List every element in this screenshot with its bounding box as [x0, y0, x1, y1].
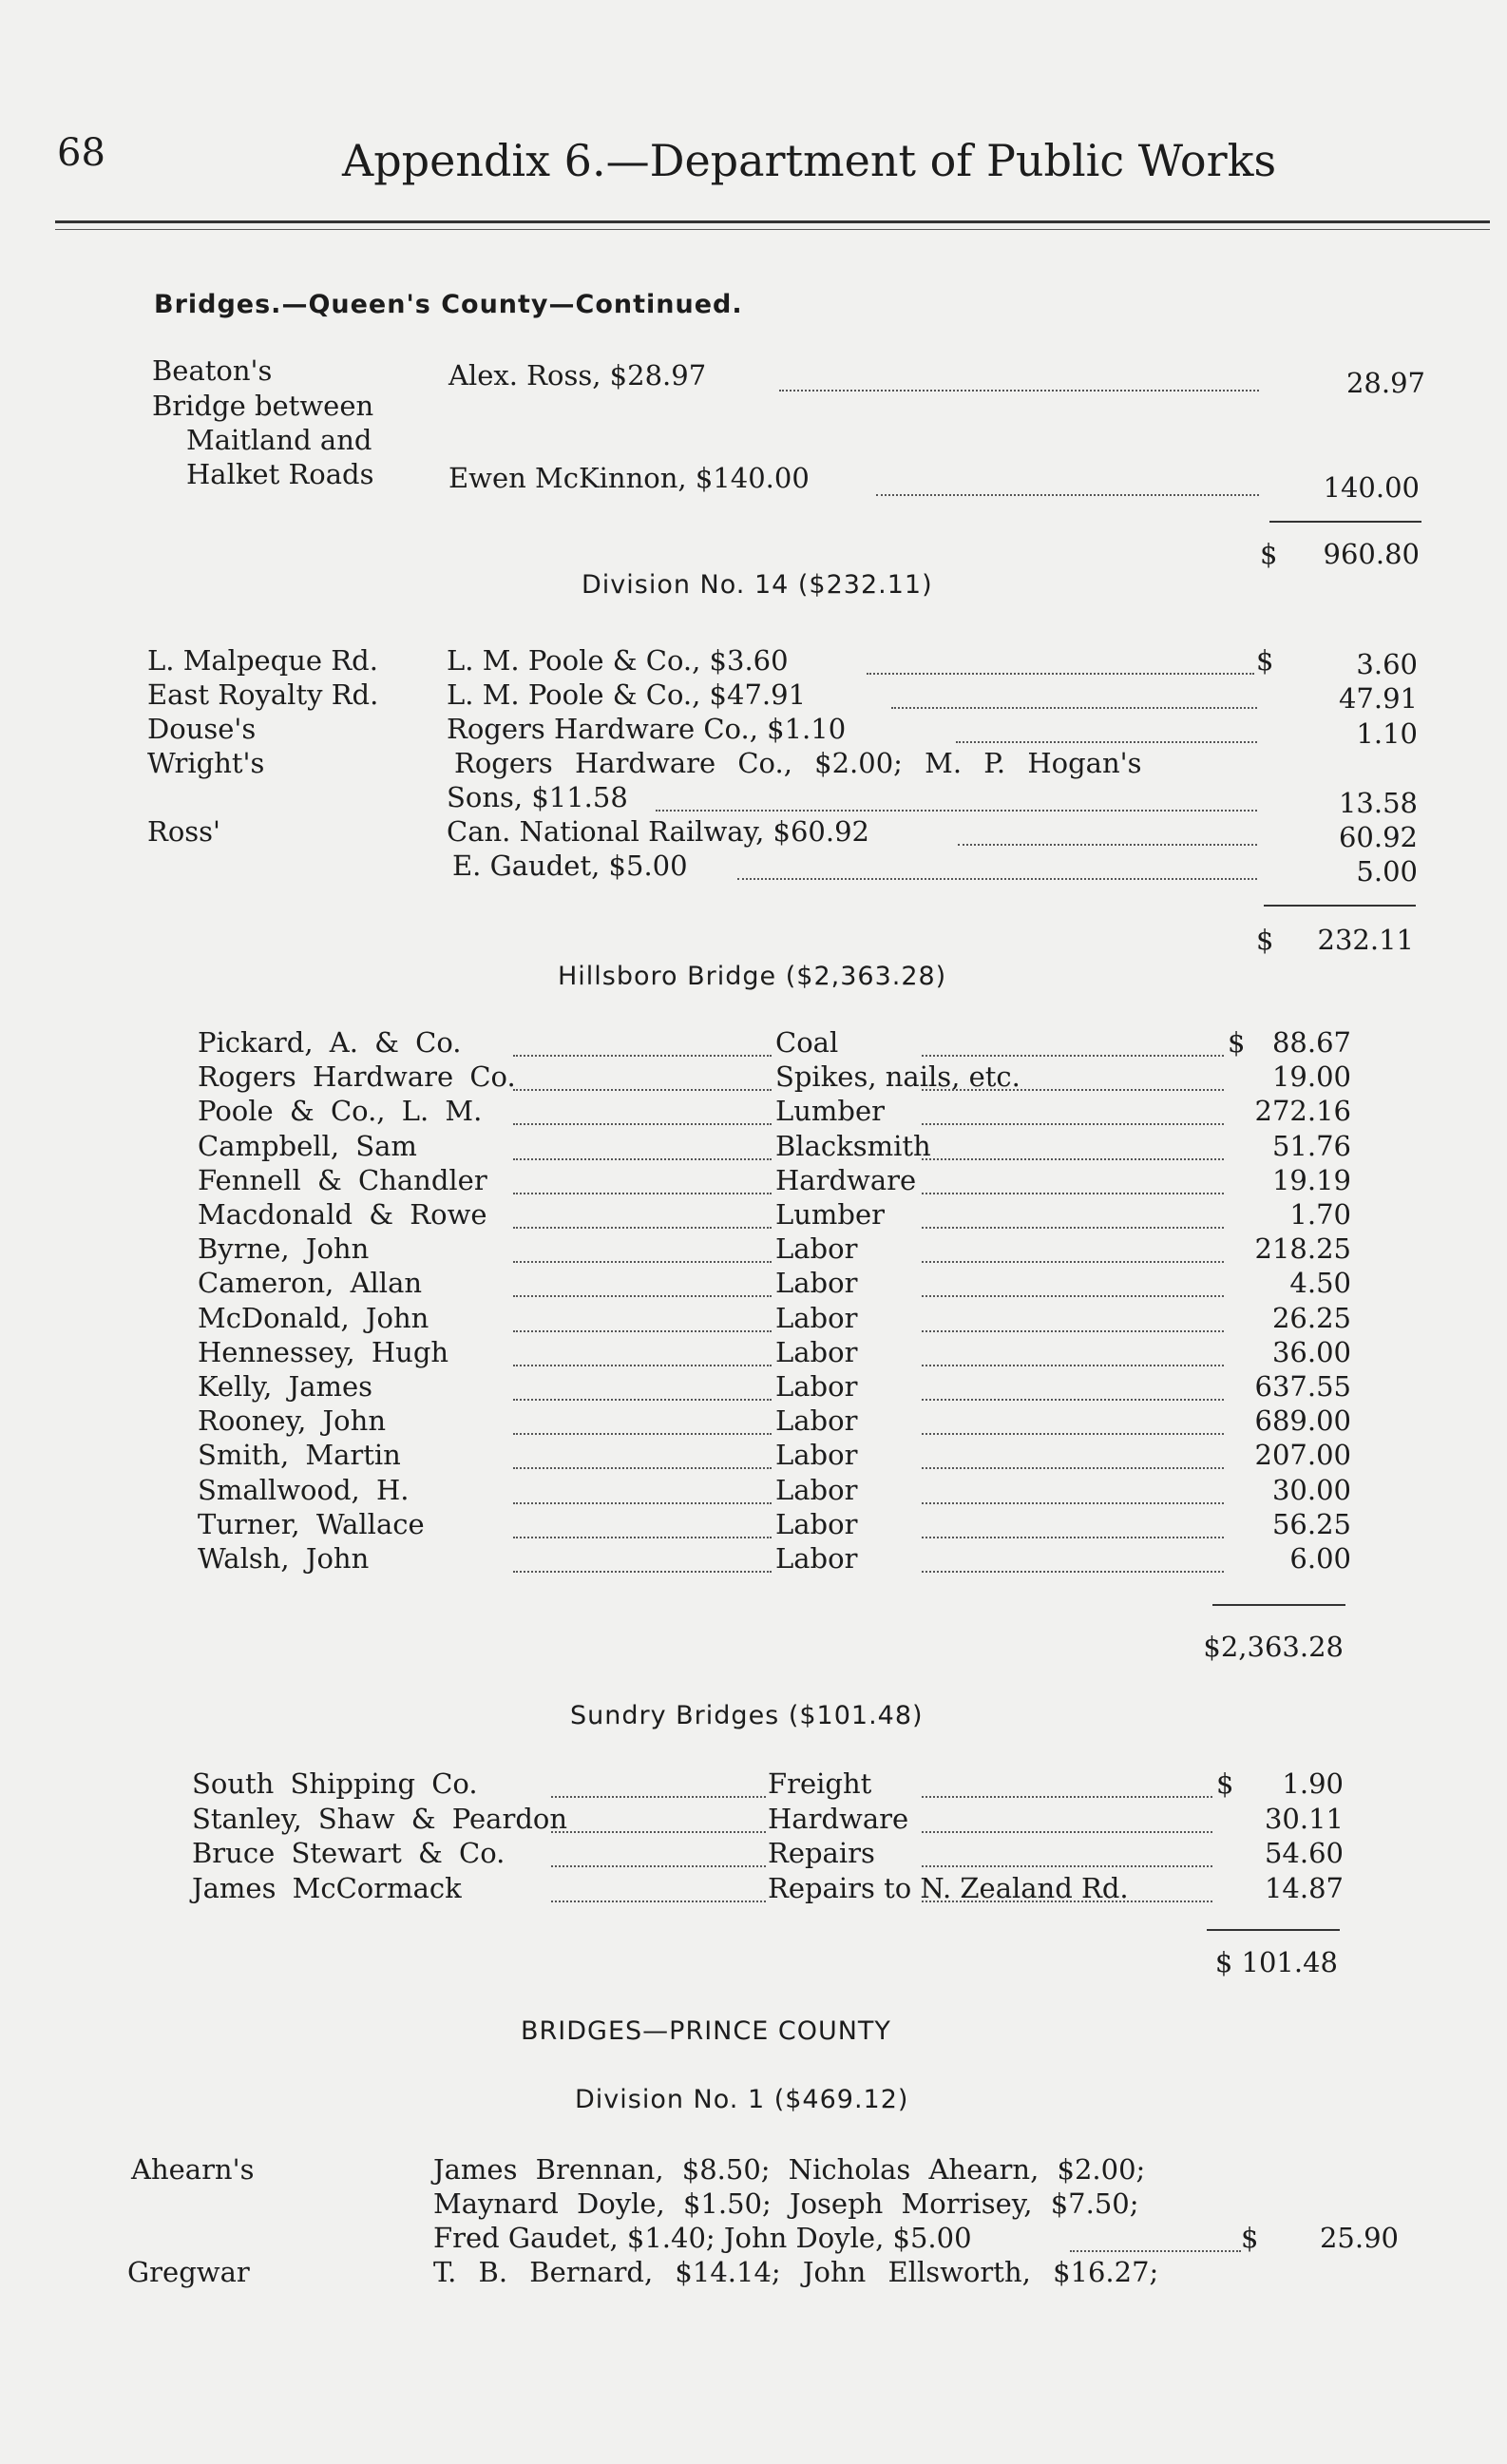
- leader-dots: [513, 1467, 772, 1469]
- leader-dots: [922, 1537, 1224, 1538]
- row-item: Freight: [768, 1767, 872, 1800]
- leader-dots: [551, 1865, 766, 1867]
- row-amount: 56.25: [1271, 1507, 1351, 1540]
- leader-dots: [551, 1831, 766, 1833]
- leader-dots: [513, 1055, 772, 1057]
- div14-loc: Ross': [147, 815, 221, 848]
- leader-dots: [922, 1193, 1224, 1194]
- leader-dots: [922, 1901, 1212, 1902]
- amount-beaton: 28.97: [1345, 367, 1425, 399]
- row-name: Macdonald & Rowe: [198, 1198, 487, 1231]
- row-name: Stanley, Shaw & Peardon: [192, 1802, 568, 1835]
- div14-text: E. Gaudet, $5.00: [452, 850, 688, 882]
- row-name: Poole & Co., L. M.: [198, 1095, 483, 1128]
- section-heading-hillsboro: Hillsboro Bridge ($2,363.28): [558, 962, 947, 991]
- total-rule: [1269, 521, 1421, 523]
- row-amount: 88.67: [1271, 1026, 1351, 1059]
- page-title: Appendix 6.—Department of Public Works: [342, 135, 1277, 186]
- row-item: Hardware: [775, 1163, 917, 1196]
- row-name: James McCormack: [192, 1871, 462, 1904]
- div14-text: Rogers Hardware Co., $1.10: [447, 713, 847, 745]
- row-amount: 218.25: [1254, 1232, 1351, 1266]
- section-heading-prince-county: BRIDGES—PRINCE COUNTY: [521, 2016, 891, 2046]
- row-item: Labor: [775, 1473, 858, 1506]
- row-sign: $: [1228, 1026, 1246, 1059]
- amount-ahearn: 25.90: [1319, 2222, 1399, 2254]
- row-amount: 51.76: [1271, 1129, 1351, 1162]
- leader-dots: [922, 1330, 1224, 1332]
- div14-loc: Wright's: [147, 747, 265, 779]
- leader-dots: [922, 1571, 1224, 1573]
- total-sundry: $ 101.48: [1214, 1946, 1338, 1978]
- row-amount: 207.00: [1254, 1439, 1351, 1472]
- total-division-14: 232.11: [1317, 924, 1414, 956]
- leader-dots: [922, 1865, 1212, 1867]
- row-item: Labor: [775, 1267, 858, 1300]
- row-item: Labor: [775, 1507, 858, 1540]
- row-name: Rooney, John: [198, 1404, 387, 1438]
- leader-dots: [513, 1295, 772, 1297]
- leader-dots: [922, 1055, 1224, 1057]
- leader-dots: [1070, 2250, 1241, 2252]
- total-sign: $: [1260, 538, 1278, 570]
- row-name: Fennell & Chandler: [198, 1163, 487, 1196]
- leader-dots: [737, 878, 1257, 880]
- div14-amount: 13.58: [1338, 787, 1418, 819]
- div14-amount: 3.60: [1356, 648, 1418, 680]
- leader-dots: [958, 844, 1257, 846]
- location-line: Halket Roads: [186, 458, 374, 490]
- div14-text: L. M. Poole & Co., $47.91: [447, 678, 807, 711]
- row-amount: 36.00: [1271, 1335, 1351, 1368]
- leader-dots: [922, 1502, 1224, 1504]
- leader-dots: [513, 1193, 772, 1194]
- leader-dots: [656, 810, 1257, 812]
- div14-loc: Douse's: [147, 713, 257, 745]
- leader-dots: [922, 1227, 1224, 1229]
- div14-loc: East Royalty Rd.: [147, 678, 379, 711]
- row-item: Blacksmith: [775, 1129, 931, 1162]
- row-item: Repairs to N. Zealand Rd.: [768, 1871, 1129, 1904]
- leader-dots: [513, 1537, 772, 1538]
- location-ahearn: Ahearn's: [131, 2153, 255, 2186]
- location-line: Maitland and: [186, 424, 372, 456]
- row-amount: 19.00: [1271, 1060, 1351, 1094]
- leader-dots: [779, 390, 1259, 392]
- amount-mckinnon: 140.00: [1323, 471, 1420, 504]
- leader-dots: [513, 1571, 772, 1573]
- leader-dots: [922, 1433, 1224, 1435]
- leader-dots: [922, 1796, 1212, 1798]
- entry-text-mckinnon: Ewen McKinnon, $140.00: [448, 462, 810, 494]
- row-amount: 689.00: [1254, 1404, 1351, 1438]
- row-name: Pickard, A. & Co.: [198, 1026, 462, 1059]
- row-item: Coal: [775, 1026, 839, 1059]
- row-name: Smith, Martin: [198, 1439, 401, 1472]
- leader-dots: [922, 1831, 1212, 1833]
- div14-text: Sons, $11.58: [447, 781, 628, 813]
- leader-dots: [513, 1089, 772, 1091]
- row-item: Repairs: [768, 1837, 875, 1869]
- row-amount: 4.50: [1289, 1267, 1351, 1300]
- total-hillsboro: $2,363.28: [1203, 1631, 1344, 1663]
- row-item: Spikes, nails, etc.: [775, 1060, 1021, 1094]
- header-rule: [55, 220, 1490, 223]
- row-item: Labor: [775, 1542, 858, 1575]
- total-rule: [1207, 1929, 1340, 1931]
- section-heading-division-14: Division No. 14 ($232.11): [582, 570, 933, 600]
- leader-dots: [513, 1433, 772, 1435]
- row-amount: 19.19: [1271, 1163, 1351, 1196]
- row-item: Labor: [775, 1370, 858, 1403]
- leader-dots: [956, 741, 1257, 743]
- leader-dots: [551, 1796, 766, 1798]
- div14-amount: 60.92: [1338, 821, 1418, 853]
- row-amount: 30.00: [1271, 1473, 1351, 1506]
- row-item: Labor: [775, 1439, 858, 1472]
- header-rule-thin: [55, 229, 1490, 230]
- row-sign: $: [1216, 1767, 1234, 1800]
- leader-dots: [551, 1901, 766, 1902]
- div14-sign: $: [1256, 644, 1274, 677]
- row-item: Lumber: [775, 1198, 886, 1231]
- leader-dots: [922, 1295, 1224, 1297]
- row-amount: 272.16: [1254, 1095, 1351, 1128]
- leader-dots: [513, 1502, 772, 1504]
- ahearn-sign: $: [1241, 2222, 1259, 2254]
- row-item: Labor: [775, 1335, 858, 1368]
- ahearn-line: Maynard Doyle, $1.50; Joseph Morrisey, $7.50;: [433, 2187, 1139, 2220]
- leader-dots: [513, 1158, 772, 1160]
- total-rule: [1212, 1604, 1345, 1606]
- row-amount: 14.87: [1264, 1871, 1344, 1904]
- div14-amount: 5.00: [1356, 855, 1418, 888]
- row-name: Walsh, John: [198, 1542, 370, 1575]
- leader-dots: [513, 1227, 772, 1229]
- div14-loc: L. Malpeque Rd.: [147, 644, 378, 677]
- row-item: Hardware: [768, 1802, 909, 1835]
- leader-dots: [922, 1089, 1224, 1091]
- leader-dots: [513, 1330, 772, 1332]
- row-name: Bruce Stewart & Co.: [192, 1837, 506, 1869]
- row-item: Labor: [775, 1404, 858, 1438]
- row-amount: 637.55: [1254, 1370, 1351, 1403]
- total-rule: [1264, 905, 1416, 907]
- div14-text: L. M. Poole & Co., $3.60: [447, 644, 789, 677]
- row-amount: 26.25: [1271, 1301, 1351, 1334]
- location-gregwar: Gregwar: [127, 2256, 250, 2288]
- row-item: Lumber: [775, 1095, 886, 1128]
- row-name: Cameron, Allan: [198, 1267, 423, 1300]
- leader-dots: [922, 1399, 1224, 1401]
- leader-dots: [513, 1399, 772, 1401]
- row-name: Smallwood, H.: [198, 1473, 410, 1506]
- row-amount: 6.00: [1289, 1542, 1351, 1575]
- total-sign: $: [1256, 924, 1274, 956]
- leader-dots: [876, 494, 1259, 496]
- entry-text-beaton: Alex. Ross, $28.97: [448, 359, 707, 392]
- leader-dots: [513, 1365, 772, 1366]
- row-amount: 1.90: [1282, 1767, 1344, 1800]
- div14-text: Rogers Hardware Co., $2.00; M. P. Hogan's: [454, 747, 1142, 779]
- row-name: South Shipping Co.: [192, 1767, 478, 1800]
- div14-amount: 47.91: [1338, 682, 1418, 715]
- location-line: Bridge between: [152, 390, 374, 422]
- leader-dots: [922, 1365, 1224, 1366]
- row-name: Turner, Wallace: [198, 1507, 425, 1540]
- location-beaton: Beaton's: [152, 354, 273, 387]
- row-name: Kelly, James: [198, 1370, 373, 1403]
- ahearn-line: Fred Gaudet, $1.40; John Doyle, $5.00: [433, 2222, 972, 2254]
- leader-dots: [513, 1261, 772, 1263]
- row-item: Labor: [775, 1301, 858, 1334]
- section-heading-prince-division-1: Division No. 1 ($469.12): [575, 2085, 909, 2114]
- row-name: Hennessey, Hugh: [198, 1335, 449, 1368]
- total-queens: 960.80: [1323, 538, 1420, 570]
- row-name: Campbell, Sam: [198, 1129, 417, 1162]
- row-name: Byrne, John: [198, 1232, 370, 1266]
- div14-amount: 1.10: [1356, 717, 1418, 750]
- row-name: Rogers Hardware Co.: [198, 1060, 516, 1094]
- section-heading-queens: Bridges.—Queen's County—Continued.: [154, 290, 743, 319]
- leader-dots: [513, 1123, 772, 1125]
- row-amount: 54.60: [1264, 1837, 1344, 1869]
- section-heading-sundry: Sundry Bridges ($101.48): [570, 1701, 924, 1730]
- page-number: 68: [57, 131, 105, 175]
- leader-dots: [922, 1158, 1224, 1160]
- ahearn-line: James Brennan, $8.50; Nicholas Ahearn, $2.00;: [433, 2153, 1146, 2186]
- leader-dots: [922, 1261, 1224, 1263]
- leader-dots: [922, 1123, 1224, 1125]
- gregwar-line: T. B. Bernard, $14.14; John Ellsworth, $16.27;: [433, 2256, 1159, 2288]
- row-item: Labor: [775, 1232, 858, 1266]
- leader-dots: [891, 707, 1257, 709]
- leader-dots: [922, 1467, 1224, 1469]
- leader-dots: [867, 673, 1254, 675]
- row-amount: 30.11: [1264, 1802, 1344, 1835]
- row-amount: 1.70: [1289, 1198, 1351, 1231]
- div14-text: Can. National Railway, $60.92: [447, 815, 869, 848]
- row-name: McDonald, John: [198, 1301, 429, 1334]
